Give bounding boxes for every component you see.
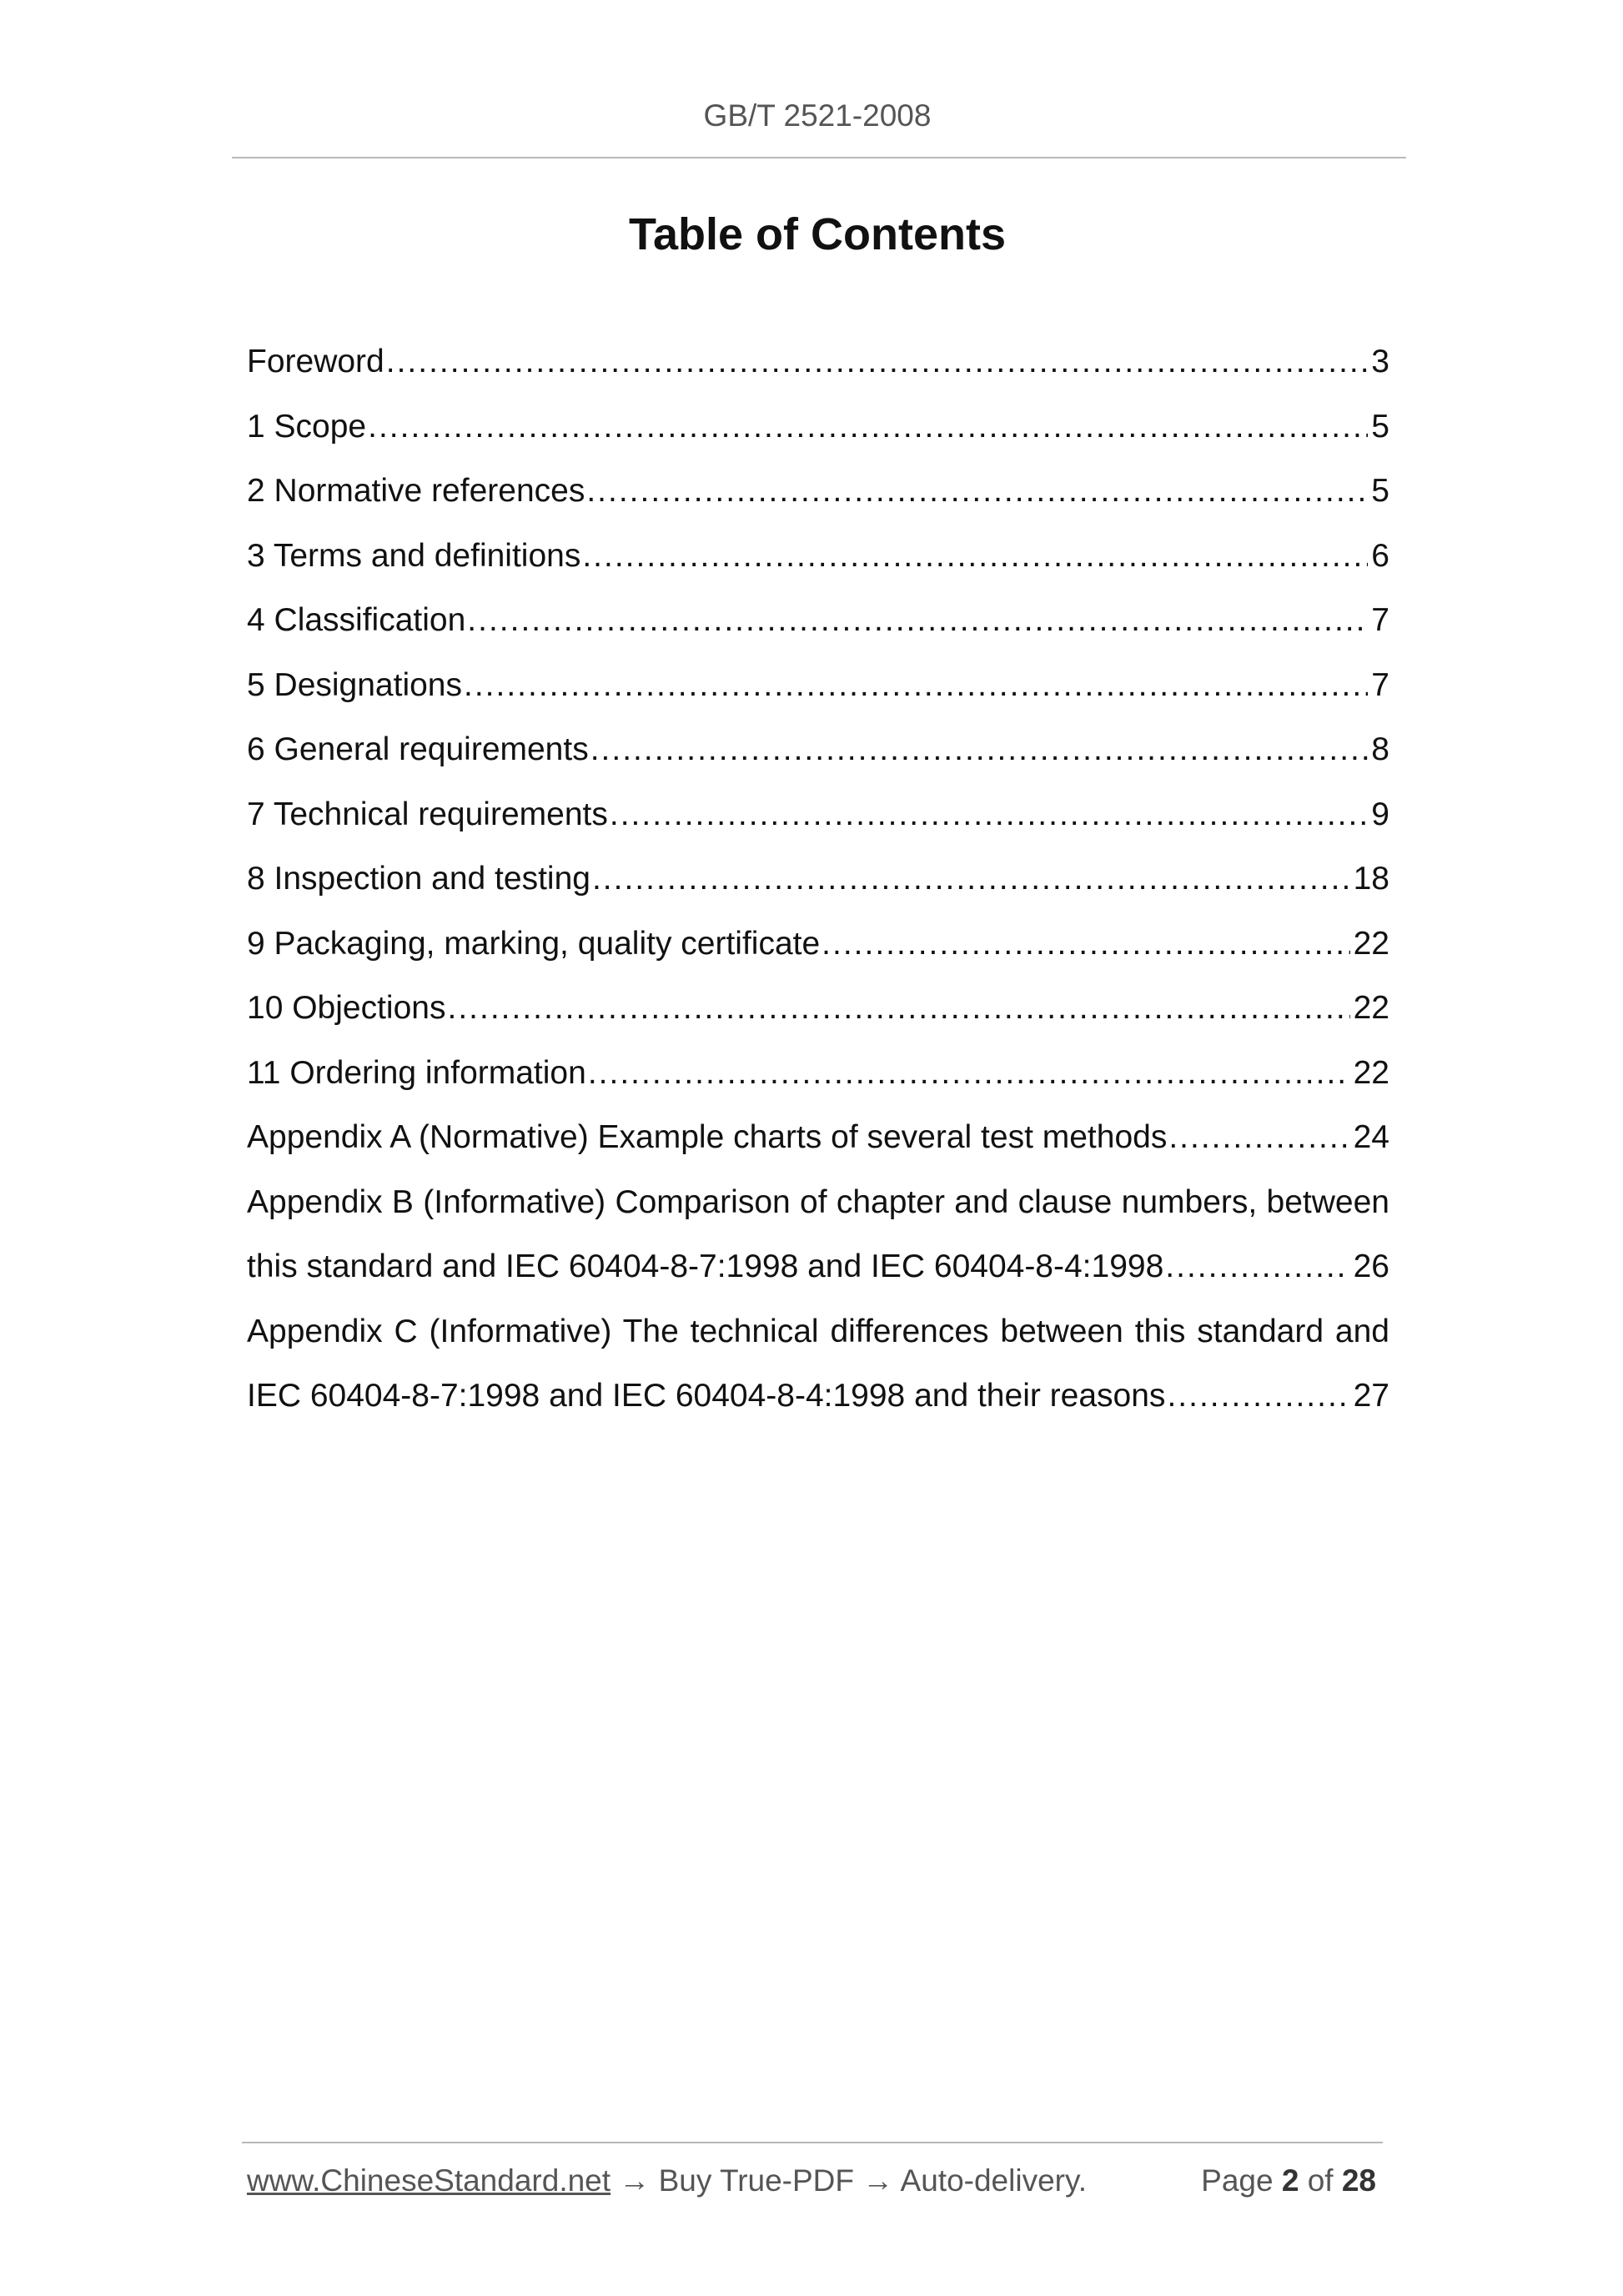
- toc-entry-foreword[interactable]: [247, 329, 1389, 394]
- toc-entry-classification[interactable]: [247, 588, 1389, 653]
- toc-entry-page: 6: [1371, 537, 1389, 574]
- toc-entry-label: 10 Objections: [247, 990, 446, 1026]
- toc-leader-dots: [1167, 1364, 1349, 1429]
- toc-leader-dots: [822, 912, 1349, 977]
- toc-entry-technical-requirements[interactable]: [247, 782, 1389, 847]
- running-header: GB/T 2521-2008: [703, 98, 932, 133]
- toc-entry-objections[interactable]: [247, 976, 1389, 1041]
- toc-entry-label: 2 Normative references: [247, 473, 585, 509]
- footer-buy-text: Buy True-PDF: [658, 2163, 855, 2198]
- toc-entry-page: 24: [1353, 1119, 1389, 1155]
- toc-entry-general-requirements[interactable]: [247, 717, 1389, 782]
- toc-entry-page: 27: [1353, 1378, 1389, 1414]
- footer-promo: [247, 2163, 1087, 2198]
- arrow-right-icon: →: [862, 2163, 894, 2198]
- toc-leader-dots: [386, 329, 1369, 394]
- toc-leader-dots: [447, 976, 1349, 1041]
- toc-entry-label-line1: Appendix B (Informative) Comparison of chapter and clause numbers, between: [247, 1183, 1389, 1220]
- toc-entry-page: 5: [1371, 473, 1389, 509]
- toc-leader-dots: [464, 653, 1368, 718]
- footer-divider: [242, 2142, 1383, 2143]
- toc-entry-label: 11 Ordering information: [247, 1054, 586, 1091]
- toc-leader-dots: [586, 459, 1368, 524]
- toc-entry-appendix-a[interactable]: [247, 1105, 1389, 1170]
- toc-entry-label: 4 Classification: [247, 602, 466, 638]
- toc-entry-page: 22: [1353, 925, 1389, 962]
- toc-entry-page: 7: [1371, 602, 1389, 638]
- footer-delivery-text: Auto-delivery.: [900, 2163, 1088, 2198]
- toc-entry-label: 9 Packaging, marking, quality certificate: [247, 925, 821, 962]
- toc-entry-terms-and-definitions[interactable]: [247, 524, 1389, 589]
- header-divider: [232, 157, 1406, 158]
- toc-entry-packaging[interactable]: [247, 912, 1389, 977]
- toc-leader-dots: [467, 588, 1368, 653]
- toc-entry-scope[interactable]: [247, 394, 1389, 460]
- toc-entry-label: 6 General requirements: [247, 731, 589, 767]
- page-title: Table of Contents: [629, 209, 1006, 259]
- toc-entry-page: 22: [1353, 1054, 1389, 1091]
- page-prefix: Page: [1201, 2163, 1274, 2198]
- toc-entry-page: 26: [1353, 1248, 1389, 1284]
- toc-entry-label-line2: IEC 60404-8-7:1998 and IEC 60404-8-4:1998 and their reasons: [247, 1378, 1166, 1414]
- toc-leader-dots: [610, 782, 1368, 847]
- page-number: [1201, 2163, 1376, 2198]
- toc-entry-page: 5: [1371, 408, 1389, 445]
- toc-entry-normative-references[interactable]: [247, 459, 1389, 524]
- toc-entry-label: 8 Inspection and testing: [247, 861, 590, 897]
- toc-entry-ordering-information[interactable]: [247, 1041, 1389, 1106]
- toc-entry-page: 9: [1371, 796, 1389, 832]
- toc-entry-page: 3: [1371, 344, 1389, 379]
- toc-leader-dots: [590, 717, 1369, 782]
- toc-leader-dots: [582, 524, 1368, 589]
- page-of: of: [1307, 2163, 1334, 2198]
- total-pages: 28: [1341, 2163, 1376, 2198]
- toc-leader-dots: [588, 1041, 1350, 1106]
- toc-entry-label: 3 Terms and definitions: [247, 537, 581, 574]
- toc-leader-dots: [1168, 1105, 1349, 1170]
- toc-entry-appendix-b[interactable]: [247, 1170, 1389, 1299]
- website-link[interactable]: www.ChineseStandard.net: [247, 2163, 611, 2198]
- toc-leader-dots: [592, 847, 1350, 912]
- toc-entry-designations[interactable]: [247, 653, 1389, 718]
- toc-entry-page: 22: [1353, 990, 1389, 1026]
- arrow-right-icon: →: [619, 2163, 651, 2198]
- toc-entry-label: 7 Technical requirements: [247, 796, 608, 832]
- toc-entry-label-line2: this standard and IEC 60404-8-7:1998 and IEC 60404-8-4:1998: [247, 1248, 1164, 1284]
- toc-entry-label: 5 Designations: [247, 666, 462, 703]
- toc-entry-appendix-c[interactable]: [247, 1299, 1389, 1429]
- toc-entry-page: 18: [1353, 861, 1389, 897]
- toc-leader-dots: [368, 394, 1368, 460]
- toc-entry-label: Foreword: [247, 344, 384, 379]
- toc-entry-page: 8: [1371, 731, 1389, 767]
- toc-entry-label-line1: Appendix C (Informative) The technical differences between this standard and: [247, 1313, 1389, 1349]
- toc-entry-page: 7: [1371, 666, 1389, 703]
- toc-entry-label: 1 Scope: [247, 408, 367, 445]
- current-page: 2: [1281, 2163, 1299, 2198]
- toc-entry-label: Appendix A (Normative) Example charts of several test methods: [247, 1119, 1168, 1155]
- toc-leader-dots: [1165, 1234, 1349, 1299]
- toc-entry-inspection-and-testing[interactable]: [247, 847, 1389, 912]
- table-of-contents: [247, 329, 1389, 1429]
